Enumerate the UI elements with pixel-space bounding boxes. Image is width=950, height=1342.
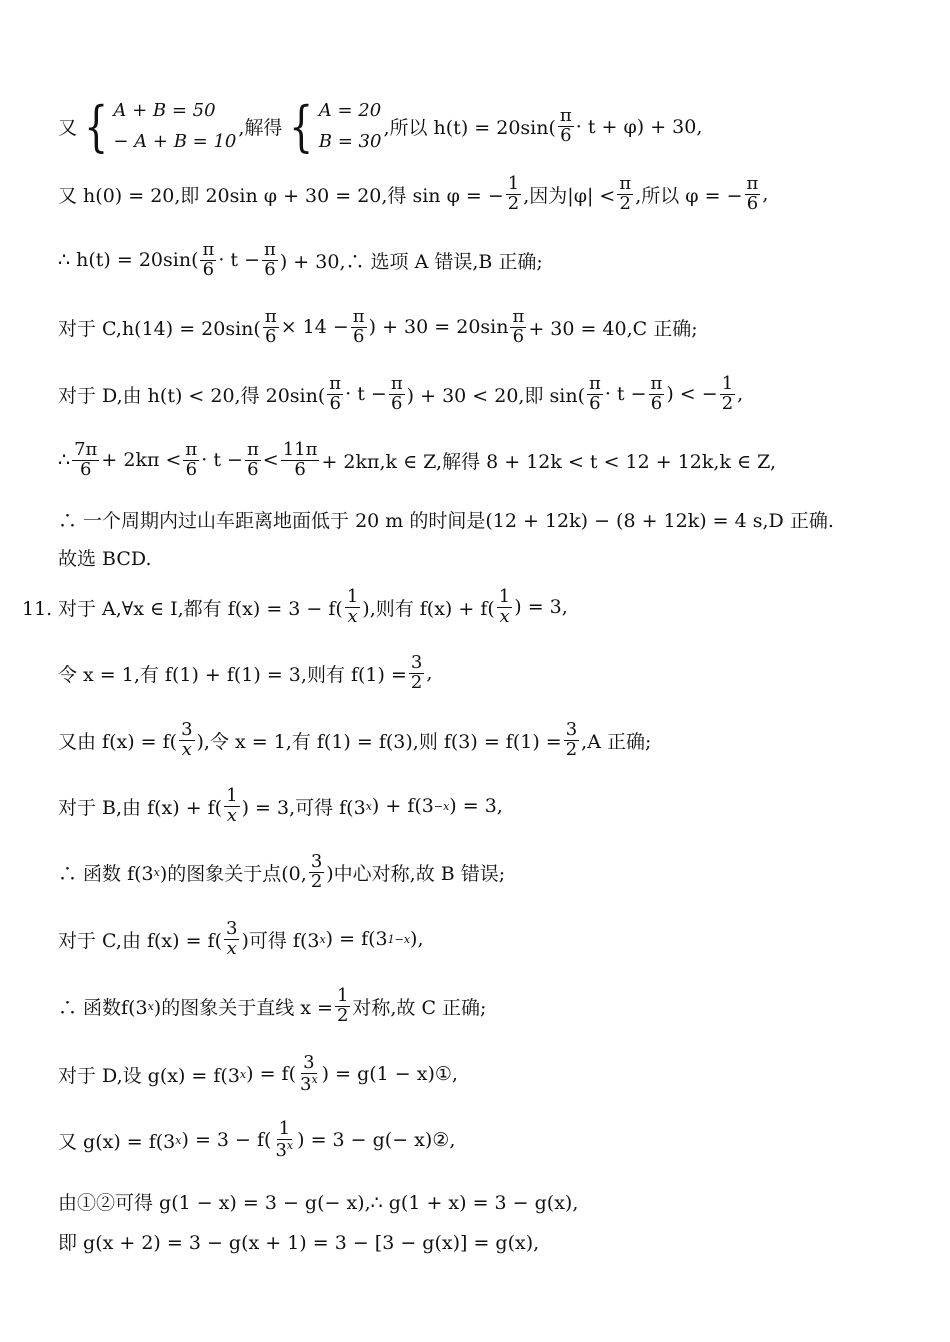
fraction-pi-6 <box>558 107 574 146</box>
text-seg: 对于 D,由 h(t) < 20,得 20sin( <box>58 384 326 407</box>
numerator: π <box>559 105 572 127</box>
denominator: 6 <box>391 392 403 414</box>
fraction-pi-6 <box>389 375 405 414</box>
fraction-1-2 <box>506 175 521 214</box>
line-h-formula <box>58 241 543 280</box>
text-seg: ) = 3,可得 f(3 <box>241 796 366 819</box>
fraction-pi-6 <box>245 441 261 480</box>
line-option-c <box>58 308 698 347</box>
text-seg: 令 x = 1,有 f(1) + f(1) = 3,则有 f(1) = <box>58 663 407 686</box>
brace-symbol: { <box>289 94 314 158</box>
superscript: x <box>153 865 160 879</box>
superscript: x <box>365 799 372 813</box>
text-seg: ), <box>410 928 424 951</box>
text-seg: , <box>737 383 744 406</box>
superscript: x <box>319 932 326 946</box>
denominator: 6 <box>265 325 277 347</box>
denominator: x <box>347 605 358 627</box>
text-seg: ) = 3 − g(− x)②, <box>297 1129 456 1152</box>
numerator: 11π <box>282 439 318 460</box>
fraction-11pi-6 <box>281 441 320 480</box>
text-seg: )中心对称,故 B 错误; <box>326 862 506 885</box>
line-answer <box>58 544 152 571</box>
numerator: 1 <box>507 173 520 194</box>
line-11-b <box>58 654 432 693</box>
text-seg: ,因为|φ| < <box>523 184 616 207</box>
fraction-pi-2 <box>617 175 633 214</box>
fraction-1-2 <box>720 375 735 414</box>
superscript: x <box>175 1133 182 1147</box>
text-seg: < <box>262 449 279 472</box>
text-seg: ) + 30 = 20sin <box>368 316 509 339</box>
text-seg: )的图象关于点(0, <box>159 862 307 885</box>
text-seg: 即 g(x + 2) = 3 − g(x + 1) = 3 − [3 − g(x)] = g(x), <box>58 1232 540 1254</box>
text-seg: + 2kπ < <box>101 449 182 472</box>
fraction-pi-6 <box>649 375 665 414</box>
numerator: 3 <box>410 652 423 673</box>
numerator: π <box>352 306 365 327</box>
text-seg: 对于 C,h(14) = 20sin( <box>58 317 261 340</box>
text-seg: ∴ <box>58 449 71 472</box>
numerator: π <box>512 306 525 327</box>
system-row: A = 20 <box>318 100 382 121</box>
text-seg: 又由 f(x) = f( <box>58 730 178 753</box>
system-row: − A + B = 10 <box>113 130 237 152</box>
denominator: 2 <box>507 192 520 214</box>
denominator: 6 <box>746 192 759 214</box>
text-seg: ) = f( <box>246 1063 296 1086</box>
numerator: 1 <box>346 586 359 607</box>
line-11-h <box>58 1054 458 1095</box>
text-seg: ,A 正确; <box>581 730 652 753</box>
text-seg: , <box>426 662 433 685</box>
text-seg: · t − <box>345 383 387 406</box>
denominator: 2 <box>565 738 578 760</box>
superscript: −x <box>433 799 450 813</box>
text-seg: ) + 30 < 20,即 sin( <box>406 384 585 407</box>
fraction-pi-6 <box>262 241 278 280</box>
line-11-g <box>58 987 486 1026</box>
line-11-e <box>58 853 505 892</box>
denominator-base: 3 <box>275 1139 287 1161</box>
line-system-equations <box>58 96 702 157</box>
line-11-i <box>58 1120 455 1161</box>
superscript: x <box>147 999 154 1013</box>
superscript: 1−x <box>387 932 411 946</box>
fraction-pi-6 <box>183 441 199 480</box>
line-phase <box>58 175 768 214</box>
text-seg: × 14 − <box>280 316 349 339</box>
equation-system-2 <box>284 96 381 157</box>
denominator: x <box>499 605 510 627</box>
text-seg: · t − <box>218 249 261 272</box>
text-seg: ) + f(3 <box>371 795 434 818</box>
text-seg: 由①②可得 g(1 − x) = 3 − g(− x),∴ g(1 + x) = 3 − g(x), <box>58 1192 579 1214</box>
numerator: 1 <box>336 985 349 1006</box>
line-11-a <box>58 588 568 627</box>
numerator: 1 <box>278 1118 291 1139</box>
text-seg: ∴ 函数f(3 <box>58 996 148 1019</box>
fraction-pi-6 <box>200 241 216 280</box>
system-row: B = 30 <box>318 130 382 152</box>
text-seg: )可得 f(3 <box>241 929 320 952</box>
text-seg: ,所以 φ = − <box>635 184 743 207</box>
fraction-3-x <box>179 721 194 760</box>
denominator: 2 <box>410 671 423 693</box>
fraction-3-2 <box>409 654 424 693</box>
line-11-d <box>58 787 503 826</box>
fraction-1-x <box>345 588 360 627</box>
line-period-time <box>58 506 834 533</box>
denominator: 6 <box>589 392 601 414</box>
numerator: π <box>390 373 403 394</box>
fraction-pi-6 <box>351 308 367 347</box>
text-seg: 又 h(0) = 20,即 20sin φ + 30 = 20,得 sin φ = − <box>58 184 504 207</box>
denominator: 2 <box>336 1004 349 1026</box>
fraction-1-3x <box>273 1120 295 1161</box>
denominator: 6 <box>352 325 365 347</box>
denominator-base: 3 <box>300 1073 312 1095</box>
numerator: 1 <box>498 586 511 607</box>
denominator: x <box>226 937 237 959</box>
numerator: π <box>264 239 276 260</box>
fraction-7pi-6 <box>72 441 99 480</box>
fraction-3-2 <box>564 721 579 760</box>
text-seg: )的图象关于直线 x = <box>153 996 333 1019</box>
denominator: x <box>181 738 192 760</box>
text-seg: ∴ 函数 f(3 <box>58 862 154 885</box>
superscript: x <box>311 1072 318 1086</box>
fraction-pi-6 <box>745 175 761 214</box>
text-seg: ,解得 <box>238 117 283 140</box>
line-inequality <box>58 441 776 480</box>
problem-number: 11. <box>22 598 53 620</box>
line-option-d <box>58 375 743 414</box>
denominator: 6 <box>650 392 663 414</box>
text-seg: ) < − <box>666 383 718 406</box>
denominator: 6 <box>294 458 306 480</box>
line-11-f <box>58 920 424 959</box>
text-seg: ),则有 f(x) + f( <box>362 597 495 620</box>
text-seg: 又 <box>58 117 78 140</box>
text-seg: 又 g(x) = f(3 <box>58 1130 176 1153</box>
denominator: 2 <box>310 870 323 892</box>
text-seg: ) = 3, <box>449 795 503 818</box>
numerator: π <box>588 373 601 394</box>
denominator: 6 <box>264 258 276 280</box>
fraction-pi-6 <box>327 375 343 414</box>
denominator: 6 <box>329 392 341 414</box>
fraction-3-2 <box>309 853 324 892</box>
denominator: 6 <box>185 458 198 480</box>
fraction-1-2 <box>335 987 350 1026</box>
text-seg: + 30 = 40,C 正确; <box>528 317 698 340</box>
numerator: 3 <box>565 719 578 740</box>
numerator: 7π <box>74 439 98 460</box>
text-seg: 对于 B,由 f(x) + f( <box>58 796 223 819</box>
fraction-1-x <box>497 588 512 627</box>
numerator: 3 <box>226 918 238 939</box>
text-seg: ) = 3, <box>514 596 568 619</box>
text-seg: + 2kπ,k ∈ Z,解得 8 + 12k < t < 12 + 12k,k ∈ Z, <box>321 450 777 473</box>
text-seg: 故选 BCD. <box>58 548 152 570</box>
line-11-j <box>58 1188 578 1215</box>
numerator: 1 <box>226 785 238 806</box>
text-seg: 对于 A,∀x ∈ I,都有 f(x) = 3 − f( <box>58 597 343 620</box>
numerator: π <box>746 173 759 194</box>
numerator: 3 <box>310 851 323 872</box>
denominator: 6 <box>512 325 525 347</box>
text-seg: 对于 D,设 g(x) = f(3 <box>58 1064 240 1087</box>
text-seg: ),令 x = 1,有 f(1) = f(3),则 f(3) = f(1) = <box>196 730 562 753</box>
text-seg: ,所以 h(t) = 20sin( <box>383 117 556 140</box>
text-seg: ) = g(1 − x)①, <box>321 1063 458 1086</box>
text-seg: ∴ 一个周期内过山车距离地面低于 20 m 的时间是(12 + 12k) − (8 + 12k) = 4 s,D 正确. <box>58 510 834 532</box>
text-seg: ) = f(3 <box>325 928 388 951</box>
denominator: 6 <box>80 458 92 480</box>
text-seg: · t − <box>201 449 243 472</box>
denominator <box>298 1074 320 1095</box>
numerator: π <box>185 439 198 460</box>
fraction-pi-6 <box>587 375 603 414</box>
superscript: x <box>286 1138 294 1152</box>
denominator: x <box>226 804 237 826</box>
numerator: 3 <box>303 1052 315 1073</box>
denominator: 6 <box>202 258 215 280</box>
superscript: x <box>239 1067 247 1081</box>
fraction-pi-6 <box>510 308 526 347</box>
numerator: π <box>246 439 259 460</box>
text-seg: · t + φ) + 30, <box>575 115 703 138</box>
numerator: π <box>329 373 342 394</box>
fraction-3-3x <box>298 1054 320 1095</box>
system-row: A + B = 50 <box>113 100 216 121</box>
equation-system-1 <box>79 96 236 157</box>
brace-symbol: { <box>84 94 109 158</box>
numerator: 3 <box>181 719 193 740</box>
line-11-c <box>58 721 651 760</box>
numerator: π <box>202 239 215 260</box>
text-seg: 对于 C,由 f(x) = f( <box>58 929 222 952</box>
line-11-k <box>58 1228 539 1255</box>
text-seg: · t − <box>604 383 647 406</box>
numerator: π <box>619 173 632 194</box>
fraction-3-x <box>224 920 239 959</box>
numerator: 1 <box>721 373 734 394</box>
fraction-1-x <box>224 787 239 826</box>
numerator: π <box>650 373 663 394</box>
text-seg: ) = 3 − f( <box>181 1129 272 1152</box>
text-seg: , <box>762 183 769 206</box>
denominator: 6 <box>560 125 572 147</box>
text-seg: ∴ h(t) = 20sin( <box>58 249 199 272</box>
denominator <box>273 1140 295 1161</box>
text-seg: 对称,故 C 正确; <box>352 996 487 1019</box>
fraction-pi-6 <box>263 308 279 347</box>
text-seg: ) + 30,∴ 选项 A 错误,B 正确; <box>279 250 543 273</box>
denominator: 6 <box>247 458 259 480</box>
denominator: 2 <box>721 392 734 414</box>
numerator: π <box>264 306 277 327</box>
denominator: 2 <box>619 192 631 214</box>
